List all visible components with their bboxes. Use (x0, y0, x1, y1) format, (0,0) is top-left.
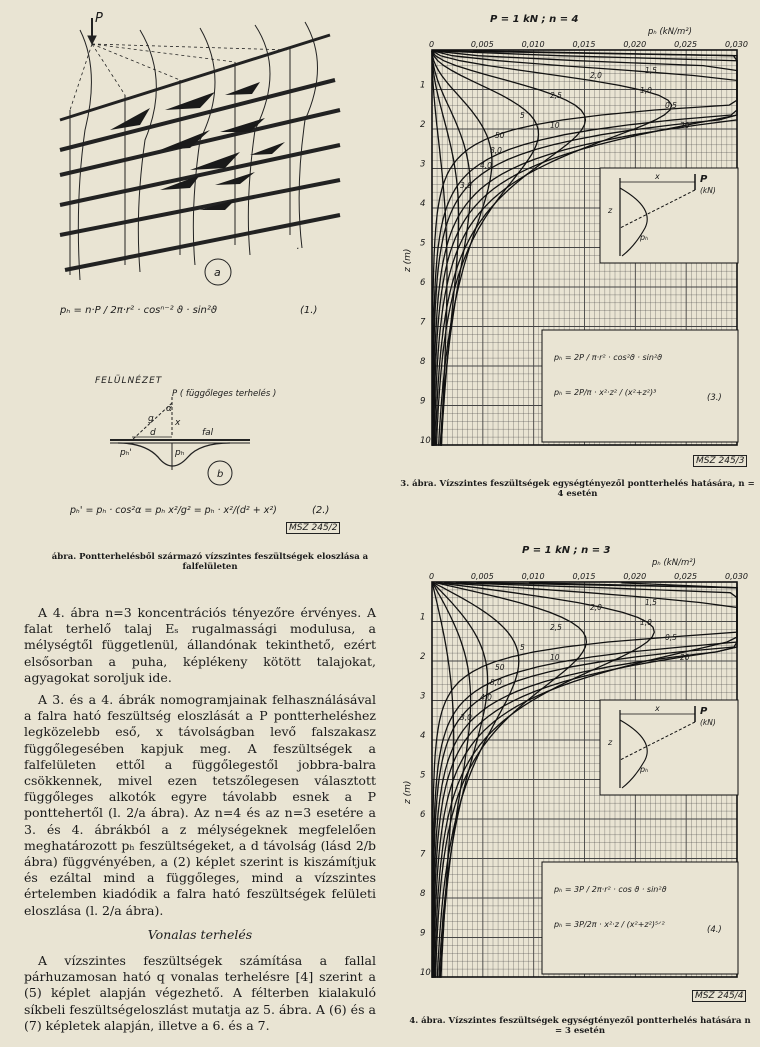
x-tick-label: 0,025 (674, 572, 698, 581)
fig2-label-b: b (217, 469, 224, 480)
x-tick-label: 0,020 (623, 572, 647, 581)
curve-label: 2,0 (590, 71, 602, 80)
felulnezet-label: FELÜLNÉZET (95, 376, 163, 386)
curve-label: 8,0 (490, 678, 502, 687)
fig2-label-p: P (95, 11, 103, 26)
y-tick-label: 10 (420, 968, 431, 978)
formula-a: pₕ = 3P / 2π·r² · cos ϑ · sin²ϑ (554, 885, 667, 894)
fig3-axis-unit: pₕ (kN/m²) (648, 27, 692, 37)
svg-text:α: α (166, 404, 172, 414)
y-tick-label: 3 (420, 159, 426, 170)
curve-label: 4,0 (480, 161, 492, 170)
curve-label: 50 (495, 131, 505, 140)
y-tick-label: 5 (420, 770, 426, 781)
fig4-header: P = 1 kN ; n = 3 (522, 545, 611, 556)
svg-text:pₕ': pₕ' (120, 448, 132, 458)
fig4-standard-stamp: MSZ 245/4 (692, 990, 746, 1002)
curve-label: 8,0 (490, 146, 502, 155)
y-tick-label: 10 (420, 436, 431, 446)
formula-b: pₕ = 2P/π · x²·z² / (x²+z²)³ (554, 388, 657, 397)
paragraph-3: A vízszintes feszültségek számítása a fallal párhuzamosan ható q vonalas terhelésre [4] szerint a (5) képlet alapján végezhető. A félterben kialakuló síkbeli feszültségeloszlást mutatja az 5. ábra. A (6) és a (7) képletek alapján, illetve a 6. és a 7. (24, 953, 376, 1033)
curve-label: 20 (680, 653, 690, 662)
svg-text:pₕ: pₕ (175, 448, 185, 458)
paragraph-2: A 3. és a 4. ábrák nomogramjainak felhasználásával a falra ható feszültség eloszlását a P pontterheléshez legközelebb eső, x távolságban levő falszakasz függőlegesében kapjuk meg. A feszültségek a falfelületen ettől a függőlegestől jobbra-balra csökkennek, mivel ezen tetszőlegesen választott függőleges alkotók egyre távolabb esnek a P ponttehertől (l. 2/a ábra). Az n=4 és az n=3 esetére a 3. és 4. ábrákból a z mélységeknek megfelelően meghatározott pₕ feszültségeket, a d távolság (lásd 2/b ábra) függvényében, a (2) képlet szerint is kiszámítjuk és ezáltal mind a függőleges, mind a vízszintes értelemben kiadódik a falra ható feszültségek felületi eloszlása (l. 2/a ábra). (24, 692, 376, 918)
svg-text:g: g (148, 414, 154, 424)
curve-label: 1,5 (645, 66, 657, 75)
nomogram-curve (434, 583, 519, 978)
paragraph-1: A 4. ábra n=3 koncentrációs tényezőre érvényes. A falat terhelő talaj Eₛ rugalmassági modulusa, a mélységtől függetlenül, állandónak tekinthető, ezért elsősorban a puha, képlékeny kötött talajokat, agyagokat soroljuk ide. (24, 605, 376, 685)
inset-z-label: z (608, 206, 613, 215)
x-tick-label: 0 (429, 40, 435, 49)
curve-label: 0,5 (665, 633, 677, 642)
y-tick-label: 4 (420, 731, 426, 741)
y-axis-label: z (m) (403, 780, 413, 804)
svg-text:·: · (296, 244, 300, 255)
curve-label: 10 (550, 121, 560, 130)
y-tick-label: 7 (420, 849, 426, 860)
y-tick-label: 1 (420, 612, 426, 623)
formula-a: pₕ = 2P / π·r² · cos²ϑ · sin²ϑ (554, 353, 663, 362)
inset-ph-label: pₕ (640, 765, 649, 774)
curve-label: 1,5 (645, 598, 657, 607)
x-tick-label: 0,015 (572, 572, 596, 581)
formula-number: (3.) (707, 393, 722, 403)
y-tick-label: 9 (420, 928, 426, 939)
y-tick-label: 5 (420, 238, 426, 249)
fig2-standard-stamp: MSZ 245/2 (286, 522, 340, 534)
fig4-axis-unit: pₕ (kN/m²) (652, 558, 696, 568)
svg-text:fal: fal (202, 428, 214, 438)
x-tick-label: 0,020 (623, 40, 647, 49)
fig4-nomogram (400, 570, 748, 985)
fig3-nomogram (400, 38, 748, 453)
fig3-standard-stamp: MSZ 245/3 (693, 455, 747, 467)
formula-1-number: (1.) (300, 305, 318, 316)
inset-p-label: P (700, 706, 708, 717)
y-tick-label: 7 (420, 317, 426, 328)
inset-x-label: x (655, 172, 660, 181)
curve-label: 5 (520, 111, 525, 120)
x-tick-label: 0 (429, 572, 435, 581)
y-tick-label: 8 (420, 889, 426, 899)
y-tick-label: 3 (420, 691, 426, 702)
svg-text:d: d (150, 428, 156, 438)
y-tick-label: 1 (420, 80, 426, 91)
curve-label: 20 (680, 121, 690, 130)
figure-2a-drawing (40, 10, 370, 300)
y-tick-label: 2 (420, 652, 426, 662)
formula-2: pₕ' = pₕ · cos²α = pₕ x²/g² = pₕ · x²/(d² + x²) (70, 505, 277, 516)
curve-label: 2,5 (550, 91, 562, 100)
curve-label: 3,0 (460, 713, 472, 722)
x-tick-label: 0,030 (725, 572, 748, 581)
curve-label: 3,0 (460, 181, 472, 190)
x-tick-label: 0,005 (470, 40, 494, 49)
curve-label: 1,0 (640, 618, 652, 627)
inset-unit-label: (kN) (700, 718, 716, 727)
curve-label: 2,0 (590, 603, 602, 612)
curve-label: 4,0 (480, 693, 492, 702)
fig4-caption: 4. ábra. Vízszintes feszültségek egységtényezől pontterhelés hatására n = 3 esetén (409, 1016, 751, 1036)
x-tick-label: 0,010 (521, 40, 545, 49)
x-tick-label: 0,015 (572, 40, 596, 49)
y-tick-label: 8 (420, 357, 426, 367)
fig2-label-a: a (214, 266, 221, 279)
article-body (24, 605, 376, 1040)
y-axis-label: z (m) (403, 248, 413, 272)
formula-1: pₕ = n·P / 2π·r² · cosⁿ⁻² ϑ · sin²ϑ (60, 305, 218, 316)
section-heading: Vonalas terhelés (147, 926, 253, 942)
fig2-caption: ábra. Pontterhelésből származó vízszintes feszültségek eloszlása a falfelületen (51, 552, 369, 572)
fig3-caption: 3. ábra. Vízszintes feszültségek egységtényezől pontterhelés hatására, n = 4 esetén (400, 479, 755, 499)
svg-text:x: x (175, 418, 181, 428)
x-tick-label: 0,030 (725, 40, 748, 49)
y-tick-label: 6 (420, 810, 426, 820)
curve-label: 0,5 (665, 101, 677, 110)
figure-2b-drawing (110, 395, 270, 490)
curve-label: 10 (550, 653, 560, 662)
curve-label: 1,0 (640, 86, 652, 95)
curve-label: 5 (520, 643, 525, 652)
fig3-header: P = 1 kN ; n = 4 (490, 14, 579, 25)
vertical-load-note: P ( függőleges terhelés ) (172, 389, 277, 399)
y-tick-label: 6 (420, 278, 426, 288)
curve-label: 2,5 (550, 623, 562, 632)
y-tick-label: 9 (420, 396, 426, 407)
formula-b: pₕ = 3P/2π · x²·z / (x²+z²)⁵ᐟ² (554, 920, 665, 929)
x-tick-label: 0,010 (521, 572, 545, 581)
inset-unit-label: (kN) (700, 186, 716, 195)
x-tick-label: 0,025 (674, 40, 698, 49)
formula-2-number: (2.) (312, 505, 330, 516)
inset-ph-label: pₕ (640, 233, 649, 242)
inset-x-label: x (655, 704, 660, 713)
curve-label: 50 (495, 663, 505, 672)
inset-p-label: P (700, 174, 708, 185)
inset-z-label: z (608, 738, 613, 747)
formula-number: (4.) (707, 925, 722, 935)
y-tick-label: 4 (420, 199, 426, 209)
x-tick-label: 0,005 (470, 572, 494, 581)
y-tick-label: 2 (420, 120, 426, 130)
